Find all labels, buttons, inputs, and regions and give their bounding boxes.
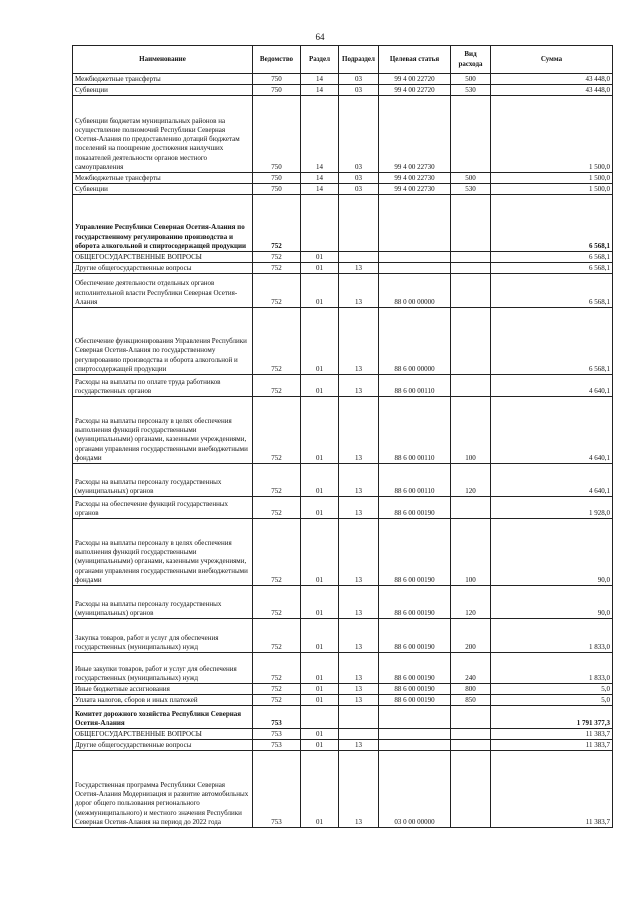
cell-razdel: 01	[301, 397, 339, 464]
cell-name: Расходы на выплаты персоналу государственных (муниципальных) органов	[73, 586, 253, 619]
cell-podrazdel: 13	[339, 274, 379, 308]
cell-sum: 5,0	[491, 695, 613, 706]
table-row	[73, 740, 613, 751]
cell-expense-type: 800	[451, 684, 491, 695]
cell-vedomstvo: 750	[253, 85, 301, 96]
cell-expense-type: 100	[451, 397, 491, 464]
cell-sum: 1 791 377,3	[491, 706, 613, 729]
cell-vedomstvo: 752	[253, 252, 301, 263]
cell-name: ОБЩЕГОСУДАРСТВЕННЫЕ ВОПРОСЫ	[73, 252, 253, 263]
cell-name: ОБЩЕГОСУДАРСТВЕННЫЕ ВОПРОСЫ	[73, 729, 253, 740]
cell-name: Иные закупки товаров, работ и услуг для обеспечения государственных (муниципальных) нужд	[73, 653, 253, 684]
cell-podrazdel: 13	[339, 397, 379, 464]
cell-name: Расходы на выплаты персоналу государственных (муниципальных) органов	[73, 464, 253, 497]
cell-target-article: 88 6 00 00190	[379, 619, 451, 653]
cell-sum: 11 383,7	[491, 740, 613, 751]
cell-expense-type: 500	[451, 74, 491, 85]
table-row	[73, 375, 613, 397]
cell-sum: 6 568,1	[491, 252, 613, 263]
cell-podrazdel: 13	[339, 464, 379, 497]
cell-target-article: 88 6 00 00190	[379, 695, 451, 706]
cell-target-article: 99 4 00 22720	[379, 85, 451, 96]
cell-podrazdel: 03	[339, 74, 379, 85]
cell-name: Комитет дорожного хозяйства Республики Северная Осетия-Алания	[73, 706, 253, 729]
cell-podrazdel: 03	[339, 96, 379, 173]
cell-target-article: 88 6 00 00110	[379, 464, 451, 497]
table-row	[73, 695, 613, 706]
cell-target-article: 99 4 00 22730	[379, 173, 451, 184]
cell-target-article	[379, 195, 451, 252]
cell-name: Другие общегосударственные вопросы	[73, 740, 253, 751]
table-row	[73, 184, 613, 195]
cell-vedomstvo: 753	[253, 706, 301, 729]
header-target-article: Целевая статья	[379, 46, 451, 74]
cell-expense-type	[451, 706, 491, 729]
cell-name: Государственная программа Республики Северная Осетия-Алания Модернизация и развитие автомобильных дорог общего пользования регионального (межмуниципального) и местного значения Республики Северная Осетия-Алания на период до 2022 года	[73, 751, 253, 828]
cell-podrazdel	[339, 195, 379, 252]
cell-razdel: 01	[301, 308, 339, 375]
cell-name: Расходы на выплаты персоналу в целях обеспечения выполнения функций государственными (муниципальными) органами, казенными учреждениями, органами управления государственными внебюджетными фондами	[73, 397, 253, 464]
cell-sum: 11 383,7	[491, 729, 613, 740]
cell-sum: 1 833,0	[491, 619, 613, 653]
table-row	[73, 751, 613, 828]
header-expense-type: Вид расхода	[451, 46, 491, 74]
cell-podrazdel: 13	[339, 740, 379, 751]
table-row	[73, 96, 613, 173]
cell-target-article	[379, 263, 451, 274]
cell-podrazdel: 13	[339, 263, 379, 274]
cell-target-article: 99 4 00 22730	[379, 184, 451, 195]
cell-vedomstvo: 750	[253, 74, 301, 85]
cell-name: Обеспечение деятельности отдельных органов исполнительной власти Республики Северная Осетия-Алания	[73, 274, 253, 308]
cell-vedomstvo: 752	[253, 695, 301, 706]
header-razdel: Раздел	[301, 46, 339, 74]
table-row	[73, 85, 613, 96]
cell-razdel: 01	[301, 586, 339, 619]
cell-expense-type: 200	[451, 619, 491, 653]
cell-razdel: 01	[301, 751, 339, 828]
cell-target-article: 88 6 00 00000	[379, 308, 451, 375]
cell-podrazdel	[339, 706, 379, 729]
cell-razdel	[301, 706, 339, 729]
cell-vedomstvo: 752	[253, 274, 301, 308]
cell-razdel: 01	[301, 497, 339, 519]
table-row	[73, 586, 613, 619]
cell-vedomstvo: 753	[253, 751, 301, 828]
cell-sum: 6 568,1	[491, 308, 613, 375]
cell-vedomstvo: 752	[253, 586, 301, 619]
cell-target-article	[379, 729, 451, 740]
cell-podrazdel: 03	[339, 184, 379, 195]
cell-expense-type: 530	[451, 184, 491, 195]
cell-podrazdel: 13	[339, 695, 379, 706]
cell-razdel: 14	[301, 173, 339, 184]
page-number: 64	[315, 32, 325, 42]
cell-vedomstvo: 750	[253, 173, 301, 184]
cell-razdel: 01	[301, 684, 339, 695]
cell-target-article: 88 6 00 00190	[379, 497, 451, 519]
cell-vedomstvo: 752	[253, 619, 301, 653]
header-sum: Сумма	[491, 46, 613, 74]
cell-vedomstvo: 752	[253, 497, 301, 519]
cell-vedomstvo: 752	[253, 653, 301, 684]
cell-name: Межбюджетные трансферты	[73, 74, 253, 85]
cell-razdel: 14	[301, 74, 339, 85]
cell-name: Уплата налогов, сборов и иных платежей	[73, 695, 253, 706]
table-row	[73, 497, 613, 519]
cell-vedomstvo: 752	[253, 375, 301, 397]
cell-expense-type: 240	[451, 653, 491, 684]
cell-razdel: 01	[301, 740, 339, 751]
cell-vedomstvo: 752	[253, 397, 301, 464]
cell-razdel: 01	[301, 695, 339, 706]
cell-expense-type	[451, 252, 491, 263]
header-podrazdel: Подраздел	[339, 46, 379, 74]
table-header-row	[73, 46, 613, 74]
cell-podrazdel	[339, 252, 379, 263]
table-row	[73, 263, 613, 274]
cell-sum: 43 448,0	[491, 74, 613, 85]
table-row	[73, 729, 613, 740]
cell-vedomstvo: 752	[253, 684, 301, 695]
cell-sum: 4 640,1	[491, 464, 613, 497]
cell-expense-type	[451, 96, 491, 173]
cell-razdel: 01	[301, 619, 339, 653]
table-row	[73, 195, 613, 252]
cell-sum: 4 640,1	[491, 375, 613, 397]
cell-podrazdel: 13	[339, 519, 379, 586]
cell-name: Обеспечение функционирования Управления Республики Северная Осетия-Алания по государственному регулированию производства и оборота алкогольной и спиртосодержащей продукции	[73, 308, 253, 375]
cell-expense-type	[451, 375, 491, 397]
cell-razdel: 14	[301, 85, 339, 96]
cell-podrazdel: 13	[339, 619, 379, 653]
cell-vedomstvo: 752	[253, 195, 301, 252]
cell-expense-type	[451, 751, 491, 828]
table-row	[73, 274, 613, 308]
cell-expense-type: 500	[451, 173, 491, 184]
cell-sum: 11 383,7	[491, 751, 613, 828]
table-row	[73, 464, 613, 497]
cell-target-article: 88 6 00 00190	[379, 519, 451, 586]
cell-razdel: 01	[301, 653, 339, 684]
cell-expense-type: 530	[451, 85, 491, 96]
cell-expense-type: 850	[451, 695, 491, 706]
cell-target-article	[379, 740, 451, 751]
table-row	[73, 74, 613, 85]
table-row	[73, 252, 613, 263]
cell-name: Расходы на выплаты по оплате труда работников государственных органов	[73, 375, 253, 397]
cell-expense-type: 100	[451, 519, 491, 586]
cell-razdel: 01	[301, 252, 339, 263]
cell-name: Расходы на обеспечение функций государственных органов	[73, 497, 253, 519]
cell-podrazdel: 13	[339, 586, 379, 619]
cell-expense-type	[451, 263, 491, 274]
cell-sum: 1 833,0	[491, 653, 613, 684]
cell-name: Закупка товаров, работ и услуг для обеспечения государственных (муниципальных) нужд	[73, 619, 253, 653]
cell-target-article: 99 4 00 22730	[379, 96, 451, 173]
cell-name: Другие общегосударственные вопросы	[73, 263, 253, 274]
cell-vedomstvo: 750	[253, 96, 301, 173]
cell-razdel: 14	[301, 184, 339, 195]
cell-vedomstvo: 753	[253, 729, 301, 740]
cell-razdel: 01	[301, 729, 339, 740]
table-row	[73, 619, 613, 653]
cell-target-article: 03 0 00 00000	[379, 751, 451, 828]
table-row	[73, 653, 613, 684]
cell-podrazdel: 13	[339, 308, 379, 375]
cell-name: Субвенции	[73, 184, 253, 195]
cell-podrazdel: 03	[339, 85, 379, 96]
cell-podrazdel: 13	[339, 684, 379, 695]
cell-vedomstvo: 753	[253, 740, 301, 751]
cell-podrazdel: 03	[339, 173, 379, 184]
cell-target-article: 88 0 00 00000	[379, 274, 451, 308]
table-row	[73, 173, 613, 184]
cell-expense-type: 120	[451, 464, 491, 497]
cell-razdel: 01	[301, 274, 339, 308]
header-vedomstvo: Ведомство	[253, 46, 301, 74]
cell-expense-type	[451, 729, 491, 740]
table-row	[73, 706, 613, 729]
cell-sum: 6 568,1	[491, 263, 613, 274]
cell-razdel: 01	[301, 519, 339, 586]
table-row	[73, 519, 613, 586]
cell-sum: 6 568,1	[491, 195, 613, 252]
cell-expense-type	[451, 497, 491, 519]
cell-razdel: 14	[301, 96, 339, 173]
cell-target-article	[379, 252, 451, 263]
header-name: Наименование	[73, 46, 253, 74]
cell-target-article: 88 6 00 00190	[379, 684, 451, 695]
table-body	[73, 74, 613, 828]
cell-name: Субвенции бюджетам муниципальных районов на осуществление полномочий Республики Северная Осетия-Алания по предоставлению дотаций бюджетам поселений на поощрение достижения наилучших показателей деятельности органов местного самоуправления	[73, 96, 253, 173]
cell-target-article	[379, 706, 451, 729]
cell-target-article: 88 6 00 00190	[379, 653, 451, 684]
cell-podrazdel: 13	[339, 751, 379, 828]
cell-razdel: 01	[301, 464, 339, 497]
cell-name: Иные бюджетные ассигнования	[73, 684, 253, 695]
cell-sum: 1 500,0	[491, 184, 613, 195]
cell-expense-type	[451, 740, 491, 751]
cell-sum: 5,0	[491, 684, 613, 695]
cell-name: Межбюджетные трансферты	[73, 173, 253, 184]
cell-sum: 43 448,0	[491, 85, 613, 96]
cell-target-article: 99 4 00 22720	[379, 74, 451, 85]
cell-podrazdel: 13	[339, 375, 379, 397]
cell-vedomstvo: 752	[253, 464, 301, 497]
cell-sum: 90,0	[491, 586, 613, 619]
cell-name: Управление Республики Северная Осетия-Алания по государственному регулированию производства и оборота алкогольной и спиртосодержащей продукции	[73, 195, 253, 252]
cell-podrazdel	[339, 729, 379, 740]
budget-table	[72, 45, 613, 828]
cell-target-article: 88 6 00 00110	[379, 375, 451, 397]
table-row	[73, 308, 613, 375]
cell-name: Расходы на выплаты персоналу в целях обеспечения выполнения функций государственными (муниципальными) органами, казенными учреждениями, органами управления государственными внебюджетными фондами	[73, 519, 253, 586]
cell-name: Субвенции	[73, 85, 253, 96]
cell-podrazdel: 13	[339, 653, 379, 684]
cell-podrazdel: 13	[339, 497, 379, 519]
cell-sum: 90,0	[491, 519, 613, 586]
cell-target-article: 88 6 00 00110	[379, 397, 451, 464]
table-row	[73, 397, 613, 464]
cell-expense-type	[451, 195, 491, 252]
cell-vedomstvo: 752	[253, 519, 301, 586]
cell-sum: 4 640,1	[491, 397, 613, 464]
cell-vedomstvo: 752	[253, 308, 301, 375]
cell-sum: 1 928,0	[491, 497, 613, 519]
cell-sum: 6 568,1	[491, 274, 613, 308]
cell-razdel: 01	[301, 263, 339, 274]
cell-razdel	[301, 195, 339, 252]
cell-expense-type: 120	[451, 586, 491, 619]
cell-vedomstvo: 752	[253, 263, 301, 274]
cell-expense-type	[451, 308, 491, 375]
cell-expense-type	[451, 274, 491, 308]
cell-vedomstvo: 750	[253, 184, 301, 195]
cell-sum: 1 500,0	[491, 96, 613, 173]
cell-sum: 1 500,0	[491, 173, 613, 184]
table-row	[73, 684, 613, 695]
cell-razdel: 01	[301, 375, 339, 397]
cell-target-article: 88 6 00 00190	[379, 586, 451, 619]
